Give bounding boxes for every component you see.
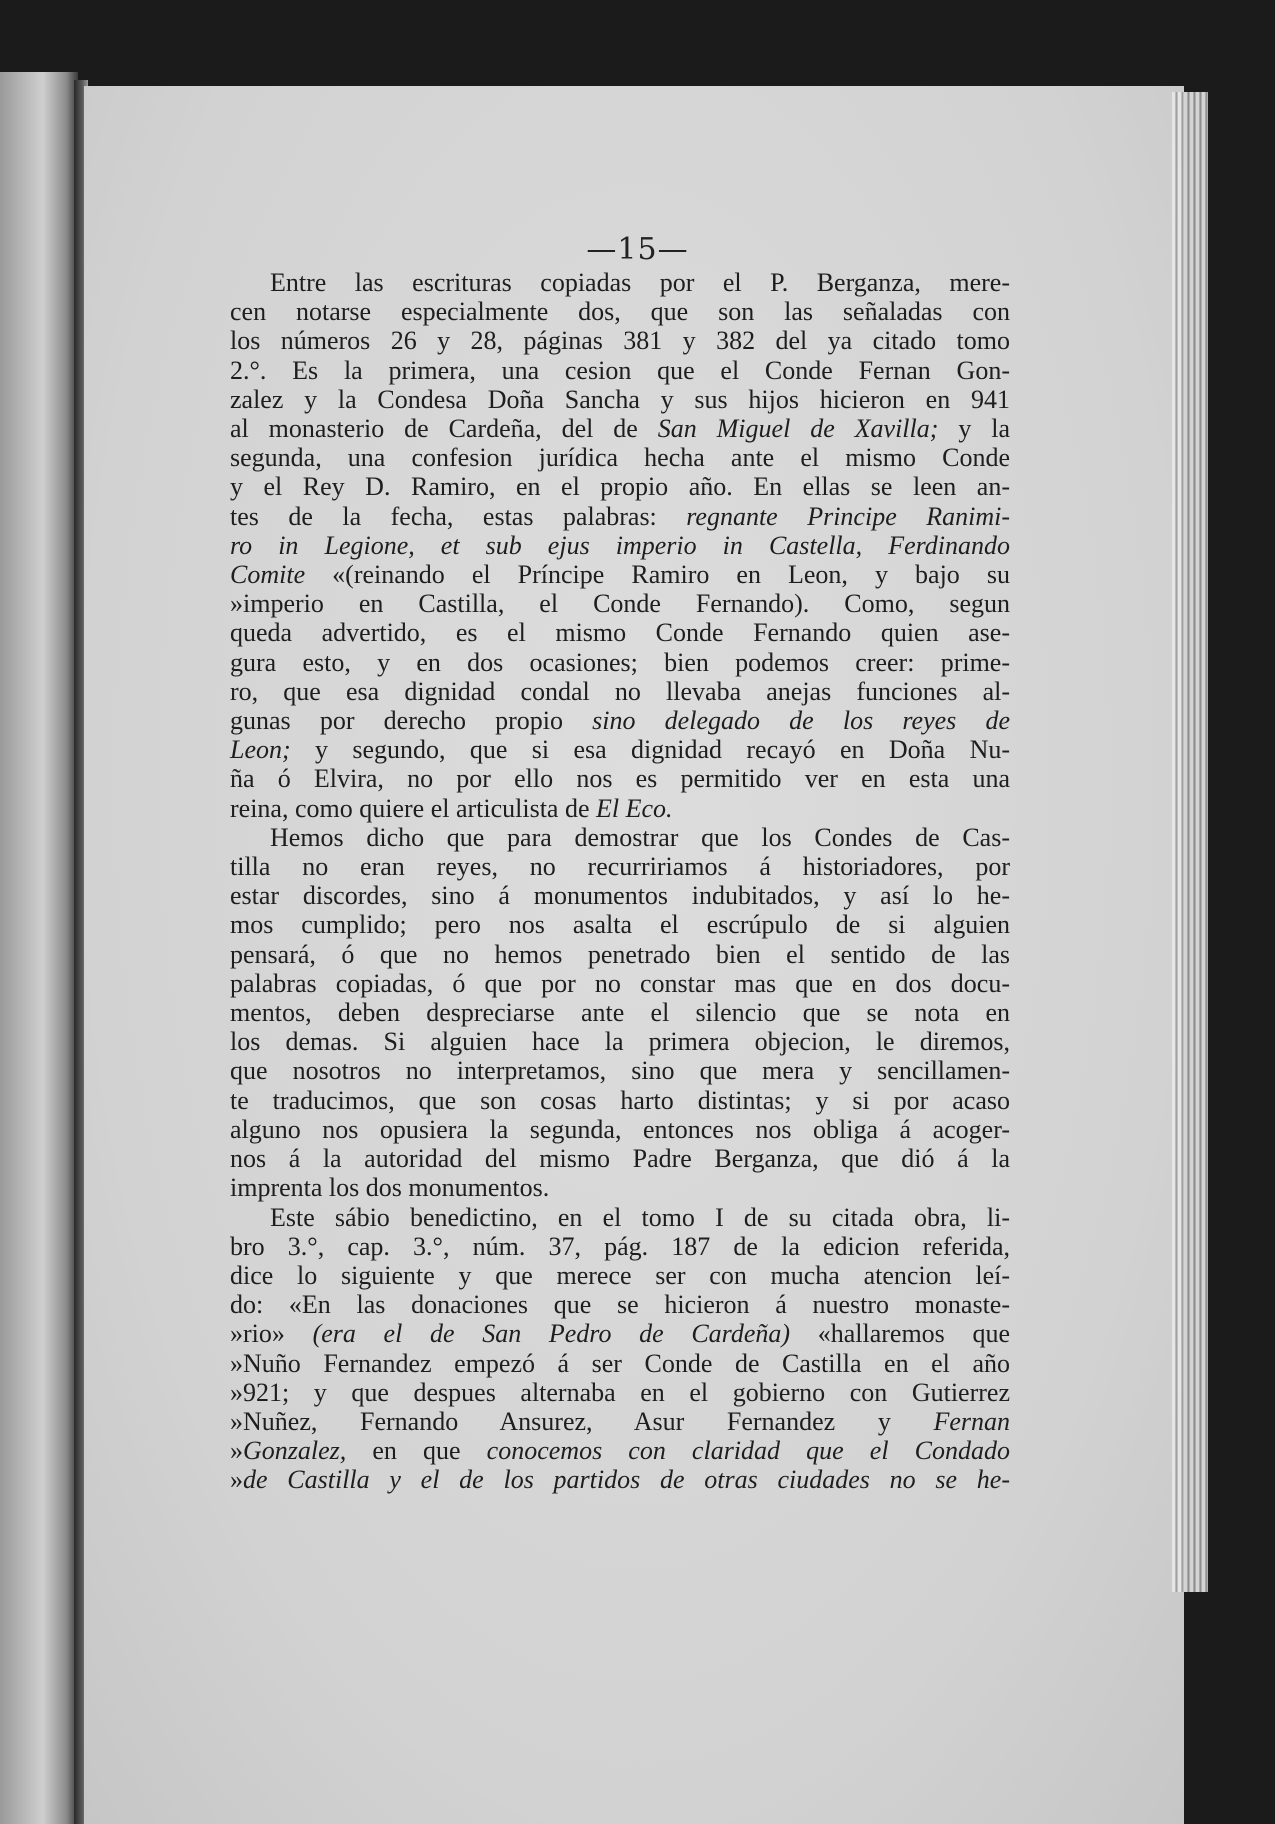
- text-span: alguno nos opusiera la segunda, entonces nos obliga á acoger-: [230, 1114, 1010, 1144]
- text-span: tes de la fecha, estas palabras:: [230, 501, 687, 531]
- text-span: »Nuño Fernandez empezó á ser Conde de Castilla en el año: [230, 1348, 1010, 1378]
- text-span: estar discordes, sino á monumentos indubitados, y así lo he-: [230, 881, 1010, 911]
- text-span: reina, como quiere el articulista de: [230, 793, 597, 823]
- text-line: [230, 1027, 1010, 1056]
- text-line: [230, 297, 1010, 326]
- text-line: [230, 764, 1010, 793]
- text-line: [230, 648, 1010, 677]
- text-span: y la: [938, 414, 1011, 444]
- italic-text: (era el de San Pedro de Cardeña): [312, 1319, 791, 1349]
- text-span: gunas por derecho propio: [230, 706, 593, 736]
- text-span: nos á la autoridad del mismo Padre Berganza, que dió á la: [230, 1144, 1010, 1174]
- text-line: [230, 940, 1010, 969]
- text-line: [230, 1086, 1010, 1115]
- text-span: dice lo siguiente y que merece ser con mucha atencion leí-: [230, 1260, 1010, 1290]
- text-span: imprenta los dos monumentos.: [230, 1173, 550, 1203]
- text-span: queda advertido, es el mismo Conde Fernando quien ase-: [230, 618, 1010, 648]
- text-line: [230, 1173, 1010, 1202]
- text-span: te traducimos, que son cosas harto distintas; y si por acaso: [230, 1085, 1010, 1115]
- italic-text: conocemos con claridad que el Condado: [486, 1436, 1010, 1466]
- text-line: [230, 1436, 1010, 1465]
- italic-text: San Miguel de Xavilla;: [657, 414, 939, 444]
- italic-text: regnante Principe Ranimi-: [686, 501, 1010, 531]
- text-span: do: «En las donaciones que se hicieron á nuestro monaste-: [230, 1290, 1010, 1320]
- text-line: [230, 531, 1010, 560]
- text-span: Entre las escrituras copiadas por el P. Berganza, mere-: [270, 268, 1010, 297]
- text-line: [230, 1056, 1010, 1085]
- italic-text: Gonzalez,: [243, 1436, 347, 1466]
- text-line: [230, 1349, 1010, 1378]
- facing-page-edge: [0, 72, 78, 1824]
- italic-text: Fernan: [933, 1406, 1010, 1436]
- text-span: »rio»: [230, 1319, 313, 1349]
- italic-text: de Castilla y el de los partidos de otras ciudades no se he-: [243, 1465, 1010, 1495]
- text-line: [230, 1378, 1010, 1407]
- text-span: y segundo, que si esa dignidad recayó en Doña Nu-: [290, 735, 1010, 765]
- text-line: [230, 881, 1010, 910]
- text-span: en que: [346, 1436, 487, 1466]
- page-stack-edge: [1172, 92, 1208, 1592]
- text-span: palabras copiadas, ó que por no constar mas que en dos docu-: [230, 968, 1010, 998]
- text-span: Este sábio benedictino, en el tomo I de su citada obra, li-: [270, 1202, 1010, 1232]
- text-line: [230, 589, 1010, 618]
- text-span: »: [230, 1465, 243, 1495]
- text-span: «(reinando el Príncipe Ramiro en Leon, y bajo su: [305, 560, 1010, 590]
- text-span: zalez y la Condesa Doña Sancha y sus hijos hicieron en 941: [230, 384, 1010, 414]
- text-span: mos cumplido; pero nos asalta el escrúpulo de si alguien: [230, 910, 1010, 940]
- page-number: —15—: [586, 232, 689, 267]
- text-line: [230, 1115, 1010, 1144]
- text-line: [230, 1407, 1010, 1436]
- text-span: al monasterio de Cardeña, del de: [230, 414, 658, 444]
- text-span: bro 3.°, cap. 3.°, núm. 37, pág. 187 de la edicion referida,: [230, 1231, 1010, 1261]
- text-line: [230, 1203, 1010, 1232]
- text-span: segunda, una confesion jurídica hecha ante el mismo Conde: [230, 443, 1010, 473]
- text-line: [230, 706, 1010, 735]
- text-line: [230, 735, 1010, 764]
- text-line: [230, 1319, 1010, 1348]
- text-line: [230, 910, 1010, 939]
- text-line: [230, 1232, 1010, 1261]
- text-line: [230, 998, 1010, 1027]
- text-line: [230, 794, 1010, 823]
- text-line: [230, 472, 1010, 501]
- text-line: [230, 356, 1010, 385]
- text-line: [230, 1465, 1010, 1494]
- text-span: que nosotros no interpretamos, sino que mera y sencillamen-: [230, 1056, 1010, 1086]
- text-span: cen notarse especialmente dos, que son las señaladas con: [230, 297, 1010, 327]
- text-line: [230, 385, 1010, 414]
- text-line: [230, 326, 1010, 355]
- text-span: 2.°. Es la primera, una cesion que el Conde Fernan Gon-: [230, 355, 1010, 385]
- text-line: [230, 502, 1010, 531]
- text-span: gura esto, y en dos ocasiones; bien podemos creer: prime-: [230, 647, 1010, 677]
- italic-text: Comite: [230, 560, 306, 590]
- text-line: [230, 1290, 1010, 1319]
- text-line: [230, 969, 1010, 998]
- text-line: [230, 443, 1010, 472]
- body-text: [230, 268, 1010, 1495]
- text-span: »: [230, 1436, 243, 1466]
- text-span: »921; y que despues alternaba en el gobierno con Gutierrez: [230, 1377, 1010, 1407]
- text-span: ro, que esa dignidad condal no llevaba anejas funciones al-: [230, 676, 1010, 706]
- text-span: »Nuñez, Fernando Ansurez, Asur Fernandez y: [230, 1406, 934, 1436]
- italic-text: El Eco.: [596, 793, 673, 823]
- text-span: ña ó Elvira, no por ello nos es permitido ver en esta una: [230, 764, 1010, 794]
- text-line: [230, 1144, 1010, 1173]
- text-span: mentos, deben despreciarse ante el silencio que se nota en: [230, 998, 1010, 1028]
- text-span: los números 26 y 28, páginas 381 y 382 del ya citado tomo: [230, 326, 1010, 356]
- text-span: tilla no eran reyes, no recurririamos á historiadores, por: [230, 852, 1010, 882]
- text-span: y el Rey D. Ramiro, en el propio año. En ellas se leen an-: [230, 472, 1010, 502]
- text-line: [230, 852, 1010, 881]
- text-span: Hemos dicho que para demostrar que los Condes de Cas-: [270, 822, 1010, 852]
- text-line: [230, 823, 1010, 852]
- text-line: [230, 618, 1010, 647]
- text-line: [230, 268, 1010, 297]
- text-span: pensará, ó que no hemos penetrado bien el sentido de las: [230, 939, 1010, 969]
- text-line: [230, 677, 1010, 706]
- italic-text: sino delegado de los reyes de: [592, 706, 1010, 736]
- text-line: [230, 414, 1010, 443]
- text-line: [230, 560, 1010, 589]
- italic-text: ro in Legione, et sub ejus imperio in Castella, Ferdinando: [230, 530, 1010, 560]
- text-span: los demas. Si alguien hace la primera objecion, le diremos,: [230, 1027, 1010, 1057]
- text-span: «hallaremos que: [790, 1319, 1011, 1349]
- italic-text: Leon;: [230, 735, 291, 765]
- text-line: [230, 1261, 1010, 1290]
- text-span: »imperio en Castilla, el Conde Fernando). Como, segun: [230, 589, 1010, 619]
